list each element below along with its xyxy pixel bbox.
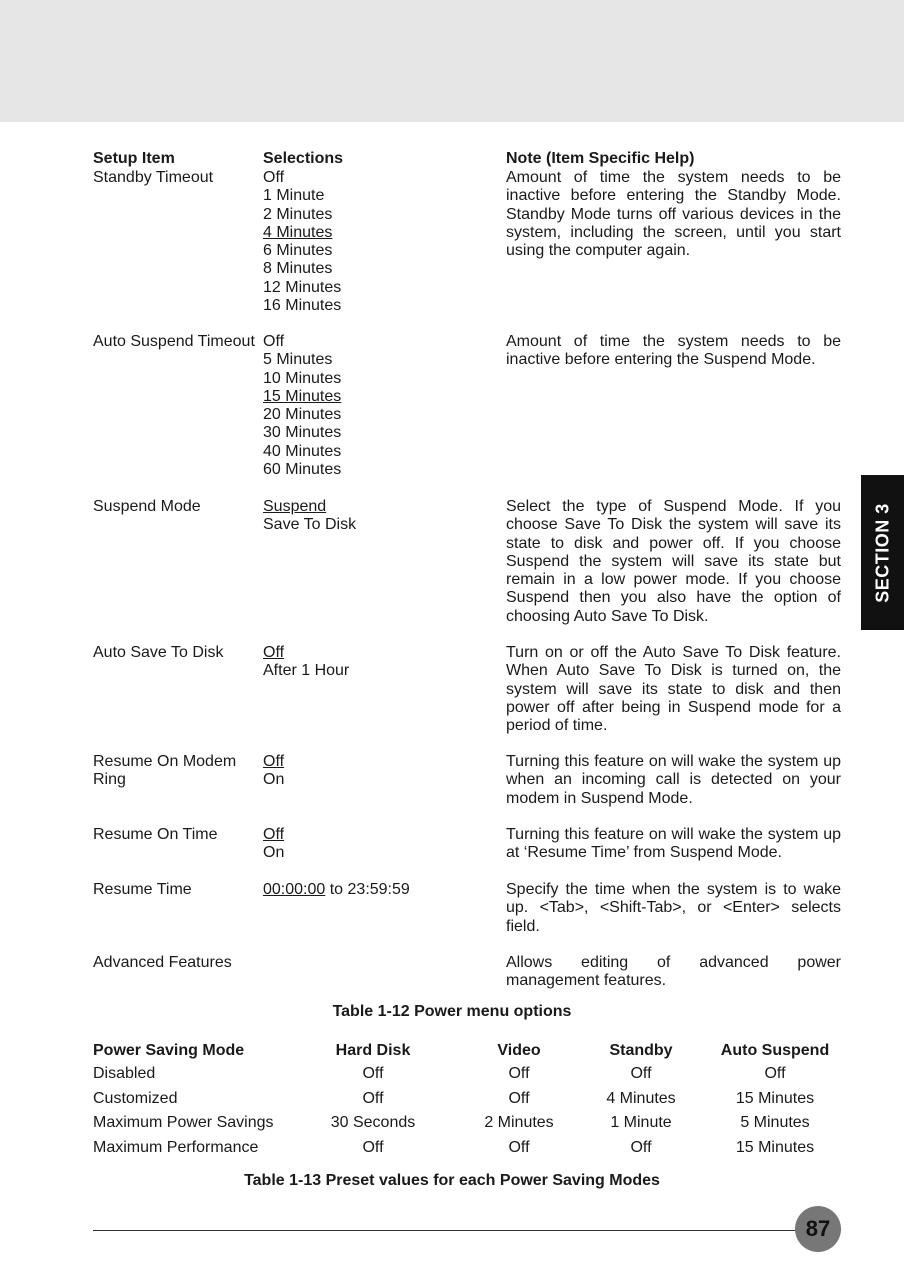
setting-note: Turning this feature on will wake the system up at ‘Resume Time’ from Suspend Mode.	[506, 826, 841, 862]
section-tab-label: SECTION 3	[872, 502, 892, 603]
preset-values-table	[93, 1040, 853, 1160]
selection-option: 12 Minutes	[263, 278, 342, 296]
table-cell: Maximum Performance	[93, 1138, 259, 1156]
selection-option: 1 Minute	[263, 187, 325, 205]
page-number: 87	[795, 1206, 841, 1252]
table-cell: Off	[508, 1065, 530, 1083]
table-cell: Off	[362, 1138, 384, 1156]
selection-option: 10 Minutes	[263, 369, 342, 387]
selection-option-default: Off	[263, 644, 285, 661]
table-row	[93, 1111, 853, 1136]
setting-label: Auto Save To Disk	[93, 644, 224, 661]
selection-option: 5 Minutes	[263, 351, 333, 369]
selection-list	[263, 169, 493, 315]
table-cell: 5 Minutes	[740, 1114, 810, 1132]
time-range	[263, 881, 493, 899]
time-rest: to 23:59:59	[325, 881, 410, 898]
table-cell: 30 Seconds	[330, 1114, 416, 1132]
setting-label: Resume On Time	[93, 826, 218, 843]
header-band	[0, 0, 904, 122]
selection-list	[263, 498, 493, 535]
table-cell: Off	[508, 1089, 530, 1107]
header-setup-item: Setup Item	[93, 150, 175, 167]
table-row	[93, 1087, 853, 1112]
table-row	[93, 1062, 853, 1087]
setting-note: Allows editing of advanced power management features.	[506, 954, 841, 990]
selection-option: Save To Disk	[263, 516, 357, 534]
table-cell: 2 Minutes	[484, 1114, 554, 1132]
table-cell: Off	[630, 1065, 652, 1083]
setting-note: Amount of time the system needs to be inactive before entering the Standby Mode. Standby Mode turns off various devices in the system, including the screen, until you start using the computer again.	[506, 169, 841, 260]
selection-option: 30 Minutes	[263, 424, 342, 442]
table-cell: Off	[362, 1089, 384, 1107]
selection-option-default: 4 Minutes	[263, 223, 333, 241]
selection-option-default: 15 Minutes	[263, 387, 342, 405]
selection-option-default: Off	[263, 826, 285, 843]
selection-option: 2 Minutes	[263, 205, 333, 223]
selection-option-default: Off	[263, 753, 285, 770]
selection-list	[263, 644, 493, 681]
column-header: Power Saving Mode	[93, 1042, 245, 1059]
table-cell: Disabled	[93, 1065, 156, 1083]
selection-option: After 1 Hour	[263, 662, 350, 680]
selection-list	[263, 881, 493, 899]
table-caption-preset-values: Table 1-13 Preset values for each Power Saving Modes	[244, 1172, 660, 1189]
table-cell: Off	[362, 1065, 384, 1083]
selection-option: Off	[263, 333, 285, 350]
table-caption-power-menu: Table 1-12 Power menu options	[332, 1003, 572, 1020]
selection-option: 20 Minutes	[263, 406, 342, 424]
table-cell: Off	[630, 1138, 652, 1156]
footer-rule	[93, 1230, 841, 1231]
table-cell: 15 Minutes	[735, 1089, 815, 1107]
table-cell: Maximum Power Savings	[93, 1114, 274, 1132]
table-cell: 1 Minute	[610, 1114, 672, 1132]
setting-note: Specify the time when the system is to wake up. <Tab>, <Shift-Tab>, or <Enter> selects field.	[506, 881, 841, 935]
table-cell: 15 Minutes	[735, 1138, 815, 1156]
selection-option: On	[263, 844, 285, 862]
selection-option: On	[263, 771, 285, 789]
column-header: Hard Disk	[335, 1042, 411, 1059]
table-row	[93, 1136, 853, 1161]
setting-label: Suspend Mode	[93, 498, 201, 515]
setting-label: Standby Timeout	[93, 169, 214, 186]
selection-option: 40 Minutes	[263, 442, 342, 460]
selection-option: 60 Minutes	[263, 461, 342, 479]
setting-note: Select the type of Suspend Mode. If you choose Save To Disk the system will save its state to disk and power off. If you choose Suspend the system will save its state but remain in a low power mode. If you choose Suspend then you also have the option of choosing Auto Save To Disk.	[506, 498, 841, 625]
setting-label: Resume On Modem Ring	[93, 753, 237, 789]
setting-note: Turn on or off the Auto Save To Disk feature. When Auto Save To Disk is turned on, the system will save its state to disk and then power off after being in Suspend mode for a period of time.	[506, 644, 841, 735]
setting-label: Advanced Features	[93, 954, 232, 971]
setting-note: Amount of time the system needs to be inactive before entering the Suspend Mode.	[506, 333, 841, 369]
table-cell: 4 Minutes	[606, 1089, 676, 1107]
selection-list	[263, 753, 493, 790]
column-header: Standby	[609, 1042, 673, 1059]
header-note: Note (Item Specific Help)	[506, 150, 695, 167]
selection-option: 16 Minutes	[263, 297, 342, 315]
selection-option: 6 Minutes	[263, 242, 333, 260]
selection-option-default: Suspend	[263, 498, 327, 515]
setting-label: Resume Time	[93, 881, 192, 898]
section-tab	[861, 475, 904, 630]
table-cell: Customized	[93, 1089, 178, 1107]
selection-list	[263, 333, 493, 479]
header-selections: Selections	[263, 150, 344, 167]
time-default: 00:00:00	[263, 881, 326, 898]
column-header: Video	[497, 1042, 541, 1059]
setting-label: Auto Suspend Timeout	[93, 333, 255, 350]
column-header: Auto Suspend	[720, 1042, 830, 1059]
table-cell: Off	[508, 1138, 530, 1156]
selection-list	[263, 826, 493, 863]
selection-option: 8 Minutes	[263, 260, 333, 278]
table-cell: Off	[764, 1065, 786, 1083]
selection-option: Off	[263, 169, 285, 186]
setting-note: Turning this feature on will wake the system up when an incoming call is detected on your modem in Suspend Mode.	[506, 753, 841, 807]
table-header-row	[93, 1040, 853, 1062]
